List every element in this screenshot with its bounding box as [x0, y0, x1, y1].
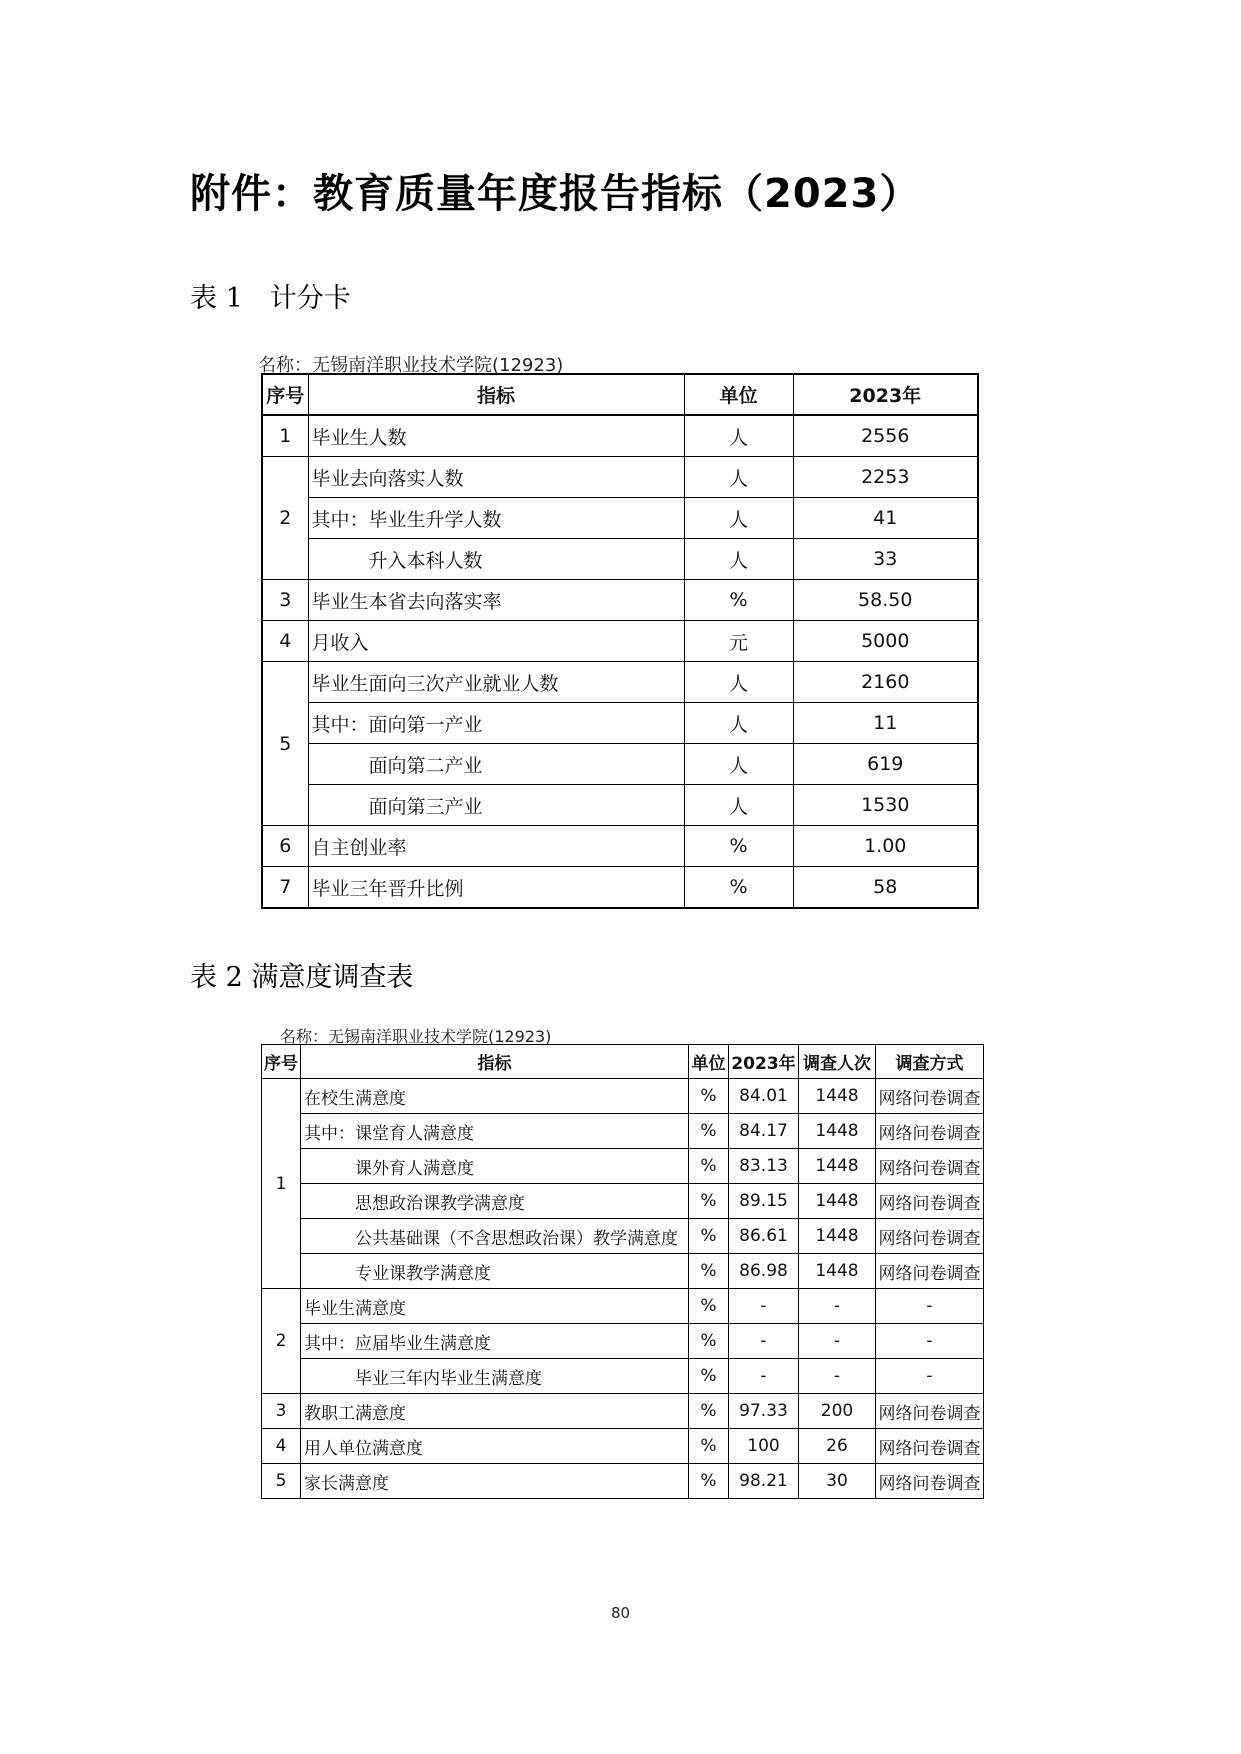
header-seq: 序号	[262, 1045, 301, 1079]
row-unit: %	[689, 1149, 729, 1184]
row-survey-count: 26	[799, 1429, 876, 1464]
row-unit: %	[689, 1394, 729, 1429]
row-seq: 4	[262, 1429, 301, 1464]
row-unit: 人	[684, 415, 793, 457]
row-unit: 人	[684, 703, 793, 744]
table-row	[262, 580, 978, 621]
row-value: 2556	[793, 415, 978, 457]
table-row	[262, 1184, 984, 1219]
header-indicator: 指标	[308, 374, 684, 415]
table-row	[262, 1429, 984, 1464]
row-indicator: 毕业三年内毕业生满意度	[301, 1359, 689, 1394]
row-indicator: 专业课教学满意度	[301, 1254, 689, 1289]
row-unit: %	[684, 580, 793, 621]
table2-institution-name: 名称：无锡南洋职业技术学院(12923)	[280, 1027, 552, 1046]
row-seq: 4	[262, 621, 308, 662]
table2-caption: 表 2 满意度调查表	[190, 962, 414, 993]
row-indicator: 自主创业率	[308, 826, 684, 867]
row-value: 86.98	[729, 1254, 799, 1289]
table1-institution-name: 名称：无锡南洋职业技术学院(12923)	[258, 355, 564, 376]
header-year: 2023年	[729, 1045, 799, 1079]
row-survey-method: -	[876, 1324, 984, 1359]
table-row	[262, 1324, 984, 1359]
row-value: 1530	[793, 785, 978, 826]
table-row	[262, 703, 978, 744]
row-indicator: 在校生满意度	[301, 1079, 689, 1114]
row-survey-count: 1448	[799, 1219, 876, 1254]
row-survey-method: 网络问卷调查	[876, 1464, 984, 1499]
table-header-row	[262, 374, 978, 415]
row-unit: %	[689, 1324, 729, 1359]
row-seq: 5	[262, 662, 308, 826]
table-row	[262, 785, 978, 826]
header-unit: 单位	[684, 374, 793, 415]
row-survey-method: 网络问卷调查	[876, 1079, 984, 1114]
row-indicator: 面向第二产业	[308, 744, 684, 785]
table1-caption: 表 1 计分卡	[190, 283, 351, 314]
row-value: -	[729, 1289, 799, 1324]
table-row	[262, 1079, 984, 1114]
table-row	[262, 867, 978, 909]
row-indicator: 毕业生人数	[308, 415, 684, 457]
row-seq: 3	[262, 580, 308, 621]
header-unit: 单位	[689, 1045, 729, 1079]
row-survey-count: -	[799, 1324, 876, 1359]
row-value: 86.61	[729, 1219, 799, 1254]
row-value: -	[729, 1359, 799, 1394]
row-value: -	[729, 1324, 799, 1359]
row-survey-count: 1448	[799, 1254, 876, 1289]
row-survey-method: -	[876, 1289, 984, 1324]
row-indicator: 用人单位满意度	[301, 1429, 689, 1464]
row-indicator: 公共基础课（不含思想政治课）教学满意度	[301, 1219, 689, 1254]
row-value: 58	[793, 867, 978, 909]
row-value: 89.15	[729, 1184, 799, 1219]
table-row	[262, 744, 978, 785]
table-row	[262, 1114, 984, 1149]
row-unit: %	[689, 1219, 729, 1254]
row-survey-method: 网络问卷调查	[876, 1114, 984, 1149]
row-survey-count: 1448	[799, 1184, 876, 1219]
row-unit: %	[684, 867, 793, 909]
table-row	[262, 1359, 984, 1394]
row-unit: %	[689, 1359, 729, 1394]
row-unit: 人	[684, 539, 793, 580]
row-indicator: 毕业去向落实人数	[308, 457, 684, 498]
table-row	[262, 621, 978, 662]
row-unit: %	[689, 1464, 729, 1499]
table-header-row	[262, 1045, 984, 1079]
row-value: 98.21	[729, 1464, 799, 1499]
row-seq: 6	[262, 826, 308, 867]
row-unit: 人	[684, 662, 793, 703]
row-indicator: 课外育人满意度	[301, 1149, 689, 1184]
row-value: 97.33	[729, 1394, 799, 1429]
table-row	[262, 1219, 984, 1254]
row-unit: %	[689, 1289, 729, 1324]
page-number: 80	[610, 1604, 631, 1622]
row-unit: 人	[684, 498, 793, 539]
row-unit: %	[689, 1079, 729, 1114]
row-value: 41	[793, 498, 978, 539]
row-indicator: 其中：毕业生升学人数	[308, 498, 684, 539]
table-row	[262, 1254, 984, 1289]
header-year: 2023年	[793, 374, 978, 415]
header-indicator: 指标	[301, 1045, 689, 1079]
row-survey-method: 网络问卷调查	[876, 1394, 984, 1429]
row-value: 2160	[793, 662, 978, 703]
row-unit: %	[689, 1184, 729, 1219]
row-value: 2253	[793, 457, 978, 498]
row-survey-count: -	[799, 1289, 876, 1324]
satisfaction-survey-table	[261, 1044, 984, 1499]
table-row	[262, 1149, 984, 1184]
row-unit: 人	[684, 785, 793, 826]
row-indicator: 其中：应届毕业生满意度	[301, 1324, 689, 1359]
table-row	[262, 1464, 984, 1499]
header-survey-count: 调查人次	[799, 1045, 876, 1079]
row-survey-method: 网络问卷调查	[876, 1184, 984, 1219]
table-row	[262, 826, 978, 867]
row-value: 58.50	[793, 580, 978, 621]
row-unit: 人	[684, 457, 793, 498]
row-unit: %	[684, 826, 793, 867]
row-survey-method: -	[876, 1359, 984, 1394]
row-indicator: 毕业生满意度	[301, 1289, 689, 1324]
row-indicator: 毕业生面向三次产业就业人数	[308, 662, 684, 703]
scorecard-table	[261, 373, 979, 909]
table-row	[262, 539, 978, 580]
row-indicator: 升入本科人数	[308, 539, 684, 580]
table-row	[262, 1394, 984, 1429]
table-row	[262, 457, 978, 498]
row-survey-method: 网络问卷调查	[876, 1429, 984, 1464]
page-title: 附件：教育质量年度报告指标（2023）	[190, 171, 921, 217]
row-seq: 2	[262, 1289, 301, 1394]
row-value: 1.00	[793, 826, 978, 867]
row-seq: 1	[262, 1079, 301, 1289]
row-seq: 5	[262, 1464, 301, 1499]
row-indicator: 思想政治课教学满意度	[301, 1184, 689, 1219]
row-unit: %	[689, 1429, 729, 1464]
table-row	[262, 662, 978, 703]
row-value: 84.17	[729, 1114, 799, 1149]
table-row	[262, 415, 978, 457]
row-seq: 3	[262, 1394, 301, 1429]
row-survey-count: 1448	[799, 1114, 876, 1149]
row-indicator: 教职工满意度	[301, 1394, 689, 1429]
row-seq: 2	[262, 457, 308, 580]
row-value: 619	[793, 744, 978, 785]
row-indicator: 其中：课堂育人满意度	[301, 1114, 689, 1149]
row-survey-count: 1448	[799, 1079, 876, 1114]
row-survey-method: 网络问卷调查	[876, 1149, 984, 1184]
row-unit: 元	[684, 621, 793, 662]
row-seq: 7	[262, 867, 308, 909]
row-survey-method: 网络问卷调查	[876, 1219, 984, 1254]
row-indicator: 家长满意度	[301, 1464, 689, 1499]
row-indicator: 毕业三年晋升比例	[308, 867, 684, 909]
row-value: 100	[729, 1429, 799, 1464]
table-row	[262, 1289, 984, 1324]
table-row	[262, 498, 978, 539]
row-value: 5000	[793, 621, 978, 662]
row-survey-count: -	[799, 1359, 876, 1394]
row-indicator: 毕业生本省去向落实率	[308, 580, 684, 621]
row-survey-method: 网络问卷调查	[876, 1254, 984, 1289]
row-unit: %	[689, 1114, 729, 1149]
row-survey-count: 30	[799, 1464, 876, 1499]
row-value: 84.01	[729, 1079, 799, 1114]
row-indicator: 月收入	[308, 621, 684, 662]
row-indicator: 面向第三产业	[308, 785, 684, 826]
row-survey-count: 1448	[799, 1149, 876, 1184]
row-value: 33	[793, 539, 978, 580]
row-unit: %	[689, 1254, 729, 1289]
header-seq: 序号	[262, 374, 308, 415]
header-survey-method: 调查方式	[876, 1045, 984, 1079]
row-value: 11	[793, 703, 978, 744]
row-survey-count: 200	[799, 1394, 876, 1429]
row-value: 83.13	[729, 1149, 799, 1184]
row-indicator: 其中：面向第一产业	[308, 703, 684, 744]
row-unit: 人	[684, 744, 793, 785]
row-seq: 1	[262, 415, 308, 457]
